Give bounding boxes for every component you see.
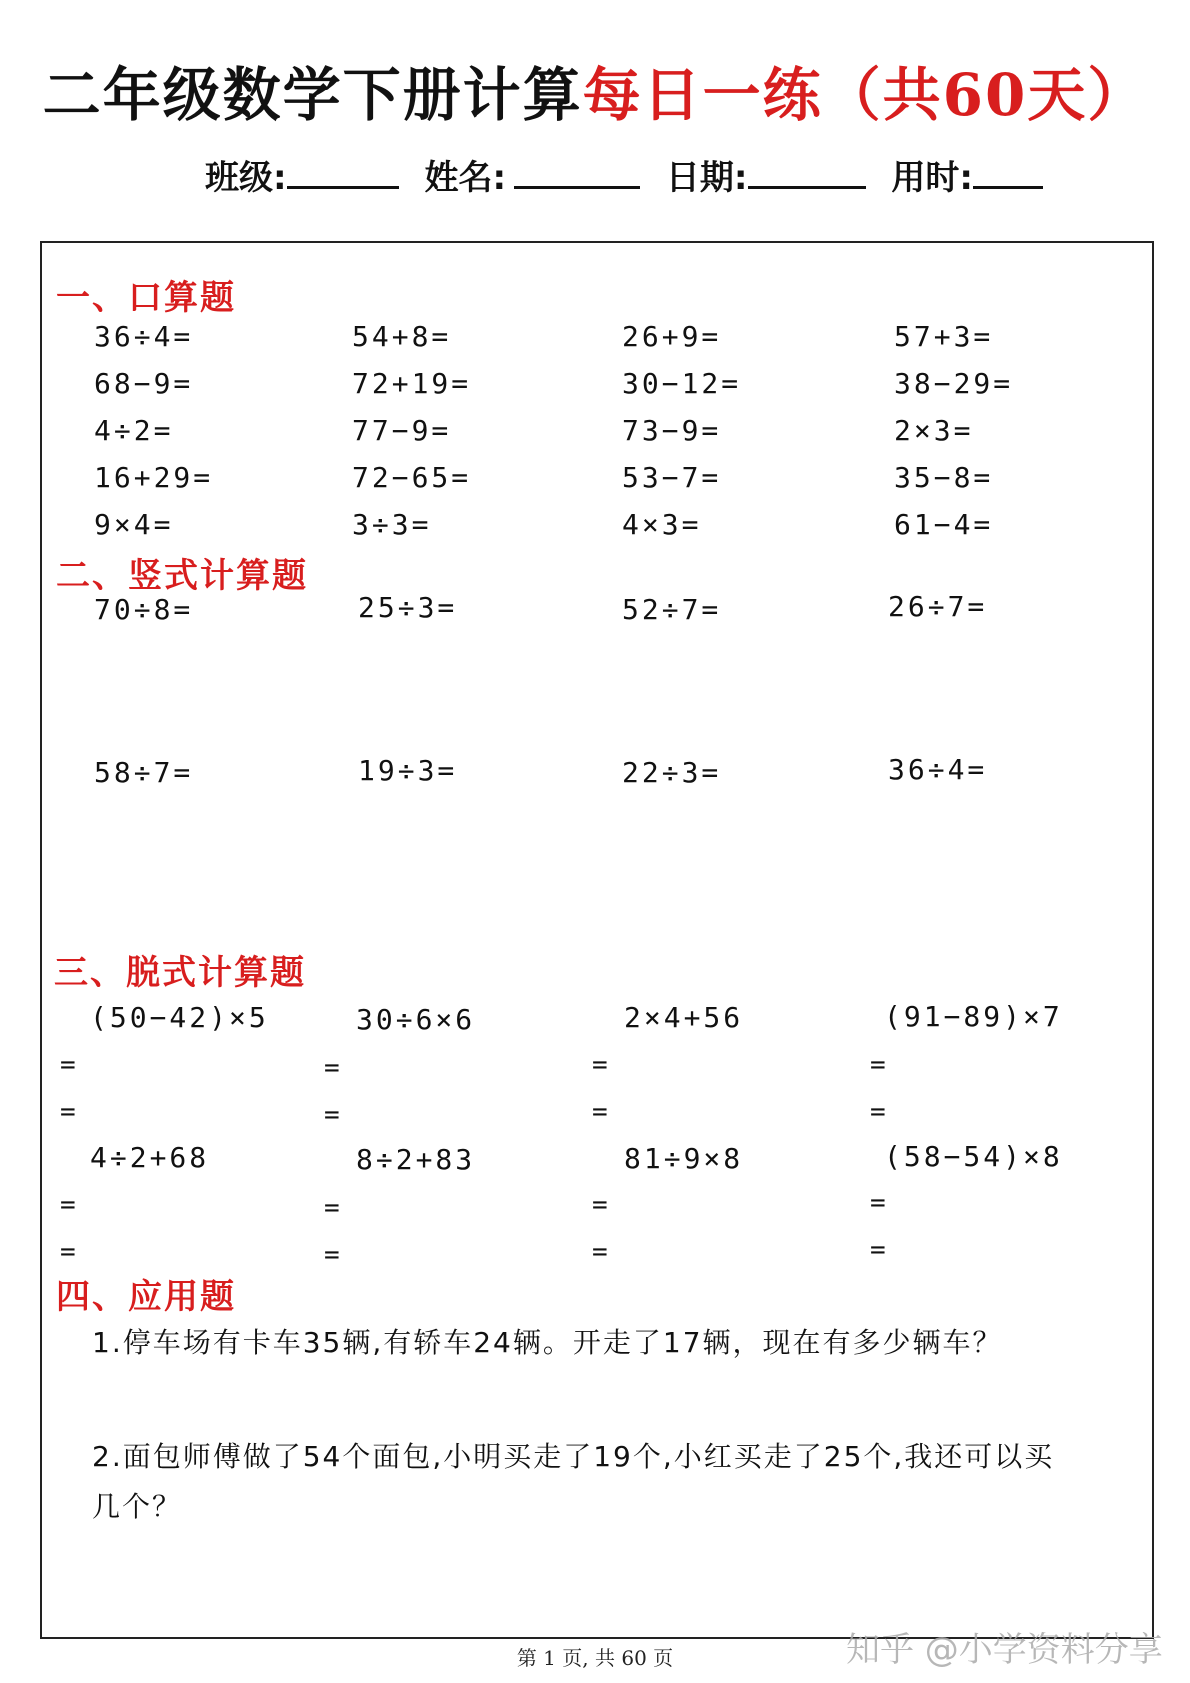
- oral-item: 9×4=: [94, 508, 174, 541]
- word-problem-1: 1.停车场有卡车35辆,有轿车24辆。开走了17辆，现在有多少辆车？: [92, 1326, 1003, 1359]
- oral-item: 72+19=: [352, 367, 472, 400]
- class-blank[interactable]: [287, 156, 399, 189]
- oral-item: 73−9=: [622, 414, 722, 447]
- oral-item: 4×3=: [622, 508, 702, 541]
- worksheet-frame: [40, 241, 1154, 1639]
- equal-sign: =: [870, 1235, 886, 1265]
- oral-item: 35−8=: [894, 461, 994, 494]
- equal-sign: =: [870, 1050, 886, 1080]
- oral-item: 2×3=: [894, 414, 974, 447]
- equal-sign: =: [870, 1188, 886, 1218]
- oral-item: 54+8=: [352, 320, 452, 353]
- stepwise-item: 8÷2+83: [356, 1143, 476, 1176]
- section-stepwise-title: 三、脱式计算题: [54, 953, 306, 993]
- equal-sign: =: [592, 1097, 608, 1127]
- equal-sign: =: [60, 1237, 76, 1267]
- equal-sign: =: [324, 1100, 340, 1130]
- watermark: 知乎 @小学资料分享: [846, 1630, 1163, 1670]
- section-vertical-title: 二、竖式计算题: [56, 556, 308, 596]
- equal-sign: =: [324, 1053, 340, 1083]
- stepwise-item: 81÷9×8: [624, 1142, 744, 1175]
- vertical-item: 70÷8=: [94, 593, 194, 626]
- stepwise-item: (50−42)×5: [90, 1001, 269, 1034]
- stepwise-item: 2×4+56: [624, 1001, 744, 1034]
- equal-sign: =: [60, 1097, 76, 1127]
- equal-sign: =: [60, 1050, 76, 1080]
- title-black: 二年级数学下册计算: [42, 61, 583, 129]
- oral-item: 57+3=: [894, 320, 994, 353]
- oral-item: 77−9=: [352, 414, 452, 447]
- oral-item: 30−12=: [622, 367, 742, 400]
- section-oral-title: 一、口算题: [56, 278, 236, 318]
- page-title: [0, 48, 1190, 132]
- stepwise-item: (58−54)×8: [884, 1140, 1063, 1173]
- page-footer: 第 1 页, 共 60 页: [516, 1646, 674, 1670]
- student-info-line: [205, 150, 1057, 199]
- equal-sign: =: [324, 1193, 340, 1223]
- oral-item: 26+9=: [622, 320, 722, 353]
- equal-sign: =: [60, 1190, 76, 1220]
- stepwise-item: 30÷6×6: [356, 1003, 476, 1036]
- name-label: 姓名:: [424, 158, 507, 198]
- vertical-item: 36÷4=: [888, 753, 988, 786]
- equal-sign: =: [592, 1190, 608, 1220]
- oral-item: 16+29=: [94, 461, 214, 494]
- oral-item: 61−4=: [894, 508, 994, 541]
- word-problem-2: 2.面包师傅做了54个面包,小明买走了19个,小红买走了25个,我还可以买几个？: [92, 1440, 1055, 1523]
- oral-item: 36÷4=: [94, 320, 194, 353]
- equal-sign: =: [324, 1240, 340, 1270]
- time-label: 用时:: [891, 158, 973, 198]
- title-red: 每日一练（共60天）: [582, 61, 1148, 129]
- stepwise-item: 4÷2+68: [90, 1141, 210, 1174]
- vertical-item: 58÷7=: [94, 756, 194, 789]
- section-word-title: 四、应用题: [56, 1277, 236, 1317]
- class-label: 班级:: [205, 158, 287, 198]
- vertical-item: 22÷3=: [622, 756, 722, 789]
- oral-item: 3÷3=: [352, 508, 432, 541]
- time-blank[interactable]: [973, 156, 1043, 189]
- vertical-item: 19÷3=: [358, 754, 458, 787]
- vertical-item: 52÷7=: [622, 593, 722, 626]
- oral-item: 38−29=: [894, 367, 1014, 400]
- vertical-item: 25÷3=: [358, 591, 458, 624]
- oral-item: 68−9=: [94, 367, 194, 400]
- equal-sign: =: [592, 1237, 608, 1267]
- date-blank[interactable]: [748, 156, 866, 189]
- date-label: 日期:: [665, 158, 748, 198]
- oral-item: 53−7=: [622, 461, 722, 494]
- vertical-item: 26÷7=: [888, 590, 988, 623]
- name-blank[interactable]: [514, 156, 640, 189]
- equal-sign: =: [870, 1097, 886, 1127]
- oral-item: 4÷2=: [94, 414, 174, 447]
- oral-item: 72−65=: [352, 461, 472, 494]
- stepwise-item: (91−89)×7: [884, 1000, 1063, 1033]
- equal-sign: =: [592, 1050, 608, 1080]
